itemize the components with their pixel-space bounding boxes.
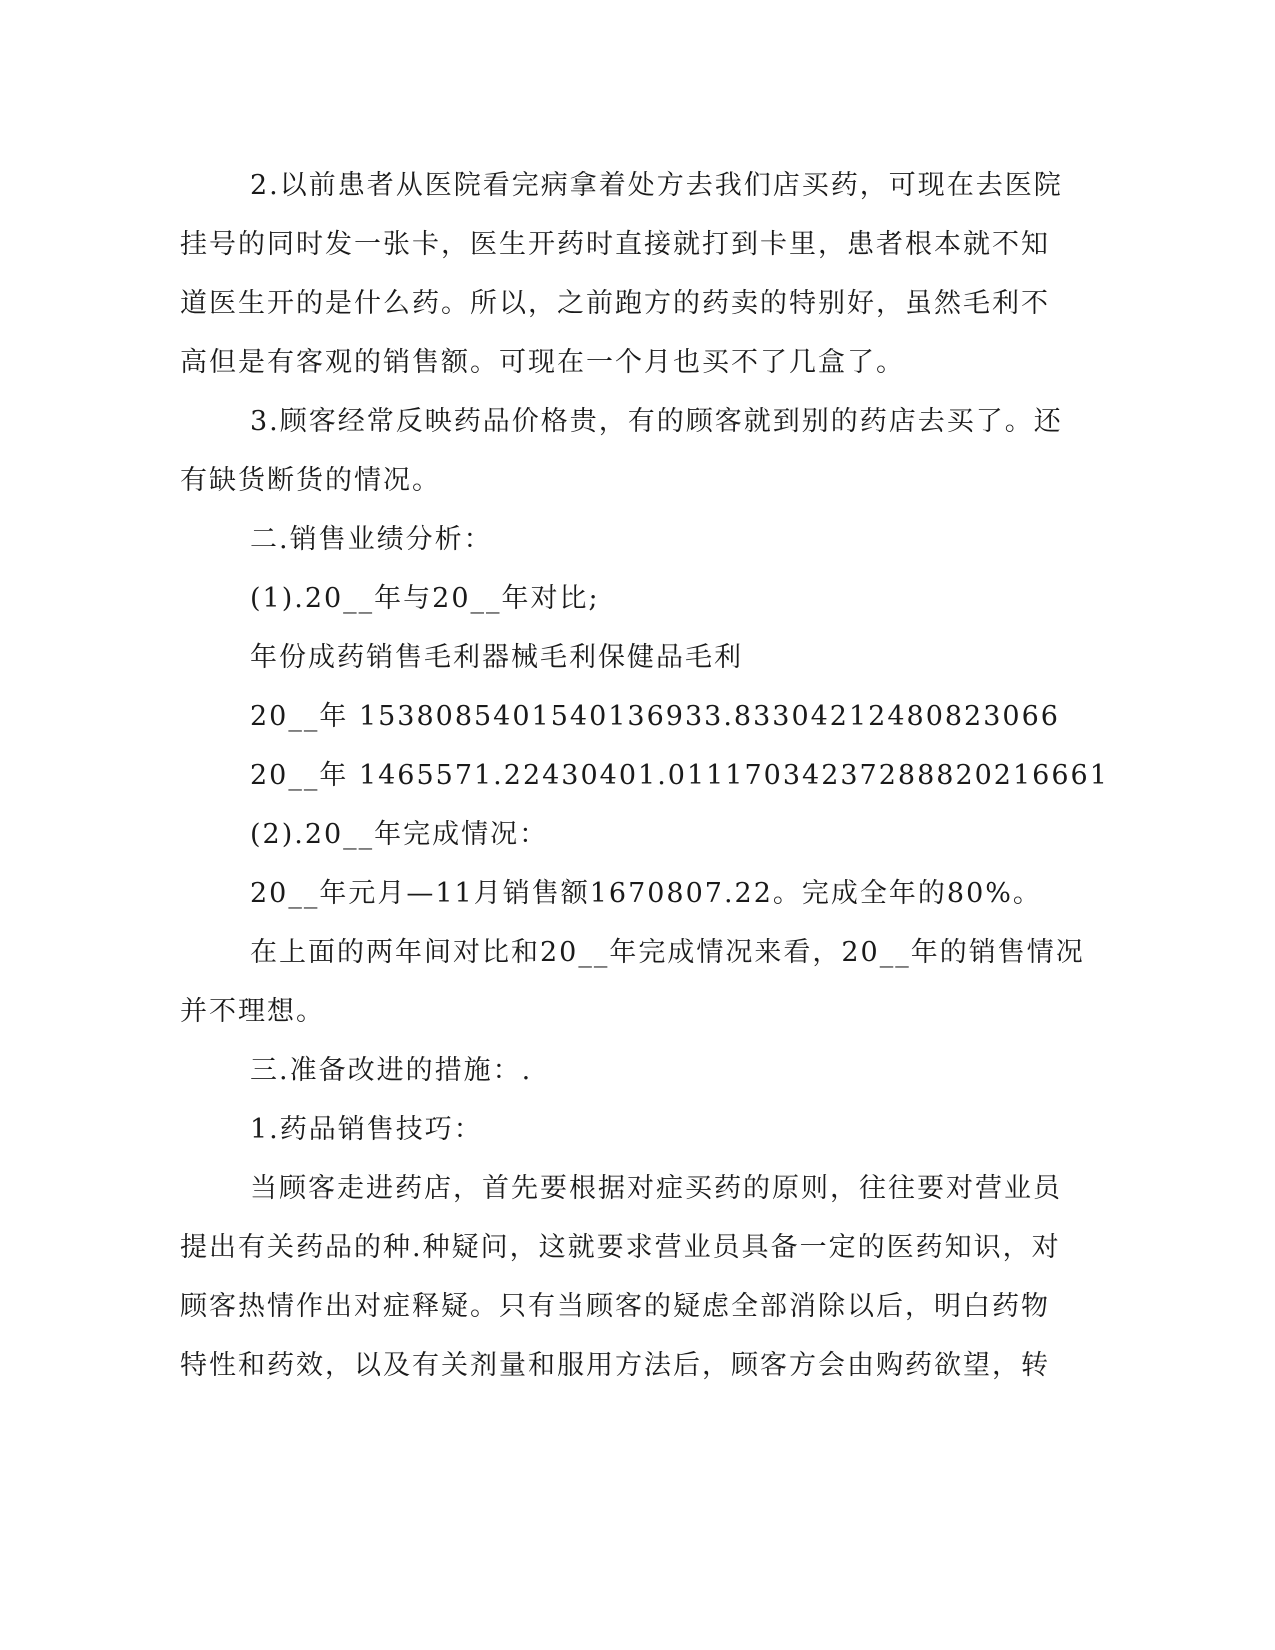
section-heading: 二.销售业绩分析： xyxy=(250,524,493,555)
text-line: 高但是有客观的销售额。可现在一个月也买不了几盒了。 xyxy=(180,347,905,378)
text-line: 当顾客走进药店，首先要根据对症买药的原则，往往要对营业员 xyxy=(250,1173,1062,1204)
text-line: 3.顾客经常反映药品价格贵，有的顾客就到别的药店去买了。还 xyxy=(250,406,1063,437)
text-line: 并不理想。 xyxy=(180,996,325,1027)
section-heading: 三.准备改进的措施：. xyxy=(250,1055,533,1086)
text-line: 有缺货断货的情况。 xyxy=(180,465,441,496)
text-line: 特性和药效，以及有关剂量和服用方法后，顾客方会由购药欲望，转 xyxy=(180,1350,1050,1381)
subsection-heading: 1.药品销售技巧： xyxy=(250,1114,483,1145)
text-line: 道医生开的是什么药。所以，之前跑方的药卖的特别好，虽然毛利不 xyxy=(180,288,1050,319)
table-row-line: 20__年 1465571.22430401.01117034237288820216661 xyxy=(250,760,1109,791)
text-line: 挂号的同时发一张卡，医生开药时直接就打到卡里，患者根本就不知 xyxy=(180,229,1050,260)
table-header-line: 年份成药销售毛利器械毛利保健品毛利 xyxy=(250,642,743,673)
text-line: 2.以前患者从医院看完病拿着处方去我们店买药，可现在去医院 xyxy=(250,170,1063,201)
text-line: 20__年元月—11月销售额1670807.22。完成全年的80%。 xyxy=(250,878,1042,909)
subsection-heading: (1).20__年与20__年对比; xyxy=(250,583,600,614)
subsection-heading: (2).20__年完成情况： xyxy=(250,819,549,850)
document-page xyxy=(180,156,1109,1395)
table-row-line: 20__年 1538085401540136933.83304212480823066 xyxy=(250,701,1060,732)
text-line: 顾客热情作出对症释疑。只有当顾客的疑虑全部消除以后，明白药物 xyxy=(180,1291,1050,1322)
text-line: 提出有关药品的种.种疑问，这就要求营业员具备一定的医药知识，对 xyxy=(180,1232,1061,1263)
text-line: 在上面的两年间对比和20__年完成情况来看，20__年的销售情况 xyxy=(250,937,1085,968)
